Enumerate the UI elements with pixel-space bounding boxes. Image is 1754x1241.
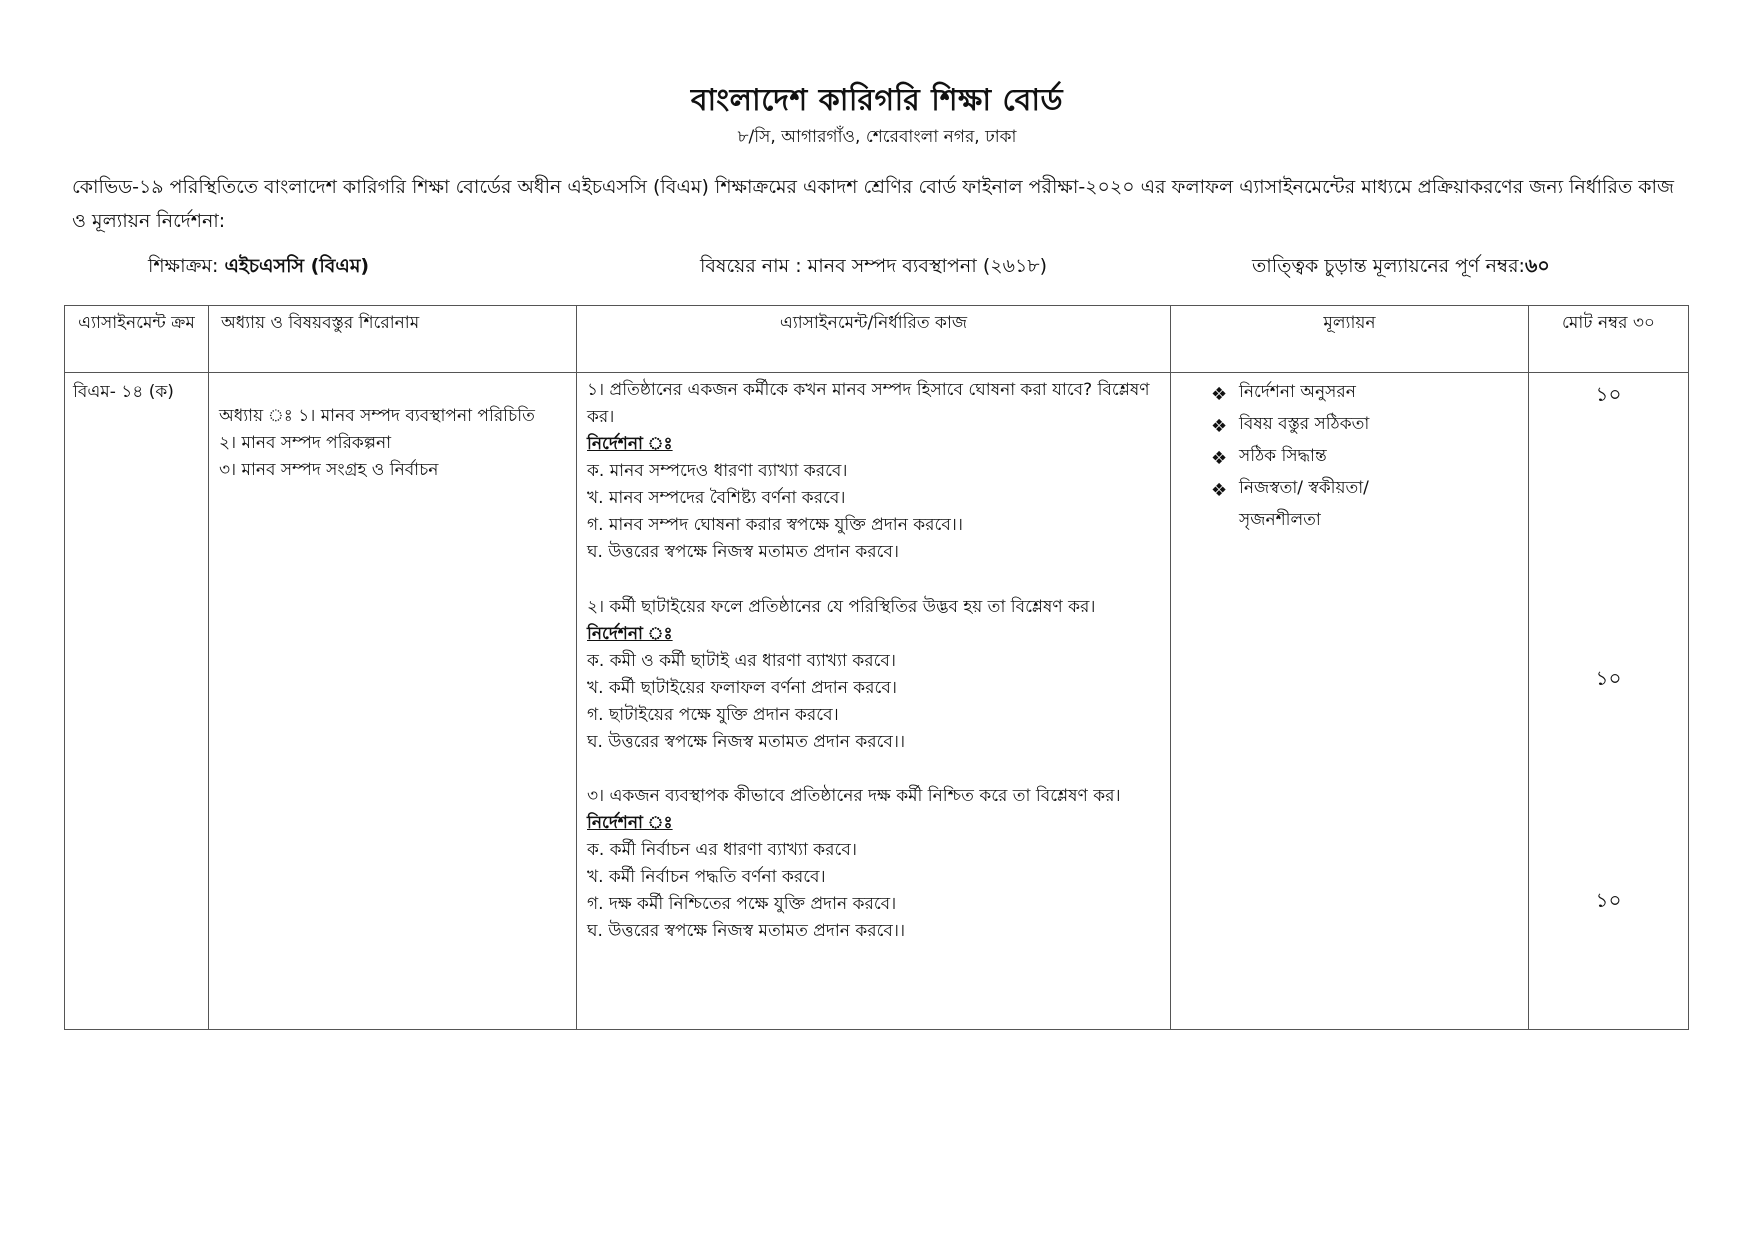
directive-point: খ. মানব সম্পদের বৈশিষ্ট্য বর্ণনা করবে।	[587, 488, 846, 508]
intro-paragraph: কোভিড-১৯ পরিস্থিতিতে বাংলাদেশ কারিগরি শিক্ষা বোর্ডের অধীন এইচএসসি (বিএম) শিক্ষাক্রমের একাদশ শ্রেণির বোর্ড ফাইনাল পরীক্ষা-২০২০ এর ফলাফল এ্যাসাইনমেন্টের মাধ্যমে প্রক্রিয়াকরণের জন্য নির্ধারিত কাজ ও মূল্যায়ন নির্দেশনা:	[72, 176, 1675, 232]
directive-point: গ. মানব সম্পদ ঘোষনা করার স্বপক্ষে যুক্তি প্রদান করবে।।	[587, 515, 963, 535]
diamond-icon: ❖	[1211, 416, 1228, 437]
curriculum-value: এইচএসসি (বিএম)	[224, 255, 370, 277]
directive-label: নির্দেশনা ঃ	[587, 623, 673, 644]
chapter-item: অধ্যায় ঃ ১। মানব সম্পদ ব্যবস্থাপনা পরিচিতি	[219, 406, 535, 426]
subject-name: বিষয়ের নাম : মানব সম্পদ ব্যবস্থাপনা (২৬১৮)	[700, 255, 1048, 277]
task-list	[577, 373, 1171, 1030]
directive-label: নির্দেশনা ঃ	[587, 434, 673, 454]
chapter-item: ৩। মানব সম্পদ সংগ্রহ ও নির্বাচন	[219, 460, 439, 480]
task-question: ১। প্রতিষ্ঠানের একজন কর্মীকে কখন মানব সম্পদ হিসাবে ঘোষনা করা যাবে? বিশ্লেষণ কর।	[587, 380, 1150, 427]
directive-point: ক. কমী ও কর্মী ছাটাই এর ধারণা ব্যাখ্যা করবে।	[587, 650, 896, 671]
criterion-item	[1211, 411, 1522, 443]
criterion-item	[1211, 379, 1522, 411]
question-marks: ১০	[1595, 888, 1622, 912]
question-marks: ১০	[1595, 382, 1622, 406]
directive-point: ক. মানব সম্পদেও ধারণা ব্যাখ্যা করবে।	[587, 461, 848, 481]
task-question: ২। কর্মী ছাটাইয়ের ফলে প্রতিষ্ঠানের যে পরিস্থিতির উদ্ভব হয় তা বিশ্লেষণ কর।	[587, 596, 1096, 617]
directive-point: ঘ. উত্তরের স্বপক্ষে নিজস্ব মতামত প্রদান করবে।।	[587, 731, 906, 752]
directive-point: ক. কর্মী নির্বাচন এর ধারণা ব্যাখ্যা করবে।	[587, 840, 857, 860]
curriculum-line	[148, 252, 369, 284]
directive-point: গ. ছাটাইয়ের পক্ষে যুক্তি প্রদান করবে।	[587, 704, 839, 725]
directive-point: খ. কর্মী ছাটাইয়ের ফলাফল বর্ণনা প্রদান করবে।	[587, 677, 897, 698]
header-total-marks: মোট নম্বর ৩০	[1529, 306, 1689, 373]
evaluation-criteria	[1171, 373, 1529, 1030]
full-marks-label: তাত্ত্বিক চুড়ান্ত মূল্যায়নের পূর্ণ নম্বর:	[1252, 255, 1525, 277]
criterion-text: নির্দেশনা অনুসরন	[1239, 382, 1356, 402]
criterion-text: বিষয় বস্তুর সঠিকতা	[1239, 414, 1370, 434]
directive-point: গ. দক্ষ কর্মী নিশ্চিতের পক্ষে যুক্তি প্রদান করবে।	[587, 894, 897, 914]
header-serial: এ্যাসাইনমেন্ট ক্রম	[65, 306, 209, 373]
spacer	[587, 566, 1160, 594]
assignment-table	[64, 305, 1689, 1030]
criterion-item	[1211, 475, 1522, 507]
full-marks-value: ৬০	[1524, 255, 1550, 277]
header-evaluation: মূল্যায়ন	[1171, 306, 1529, 373]
diamond-icon: ❖	[1211, 384, 1228, 405]
criterion-text: সঠিক সিদ্ধান্ত	[1239, 446, 1327, 466]
table-row	[65, 373, 1689, 1030]
diamond-icon: ❖	[1211, 480, 1228, 501]
header-chapters: অধ্যায় ও বিষয়বস্তুর শিরোনাম	[209, 306, 577, 373]
directive-point: ঘ. উত্তরের স্বপক্ষে নিজস্ব মতামত প্রদান করবে।	[587, 542, 899, 562]
directive-point: ঘ. উত্তরের স্বপক্ষে নিজস্ব মতামত প্রদান করবে।।	[587, 921, 906, 941]
spacer	[587, 756, 1160, 784]
chapter-item: ২। মানব সম্পদ পরিকল্পনা	[219, 433, 392, 453]
assignment-code: বিএম- ১৪ (ক)	[65, 373, 209, 1030]
directive-label: নির্দেশনা ঃ	[587, 813, 673, 833]
question-marks: ১০	[1595, 666, 1622, 690]
header-tasks: এ্যাসাইনমেন্ট/নির্ধারিত কাজ	[577, 306, 1171, 373]
criterion-continuation: সৃজনশীলতা	[1239, 510, 1321, 530]
chapter-list	[209, 373, 577, 1030]
curriculum-label: শিক্ষাক্রম:	[148, 255, 225, 277]
criterion-item	[1211, 443, 1522, 475]
directive-point: খ. কর্মী নির্বাচন পদ্ধতি বর্ণনা করবে।	[587, 867, 826, 887]
diamond-icon: ❖	[1211, 448, 1228, 469]
task-question: ৩। একজন ব্যবস্থাপক কীভাবে প্রতিষ্ঠানের দক্ষ কর্মী নিশ্চিত করে তা বিশ্লেষণ কর।	[587, 786, 1121, 806]
board-address: ৮/সি, আগারগাঁও, শেরেবাংলা নগর, ঢাকা	[737, 127, 1017, 147]
board-title: বাংলাদেশ কারিগরি শিক্ষা বোর্ড	[690, 83, 1064, 118]
marks-column	[1529, 373, 1689, 1030]
table-header-row	[65, 306, 1689, 373]
full-marks-line	[1252, 252, 1550, 284]
criterion-text: নিজস্বতা/ স্বকীয়তা/	[1239, 478, 1369, 498]
